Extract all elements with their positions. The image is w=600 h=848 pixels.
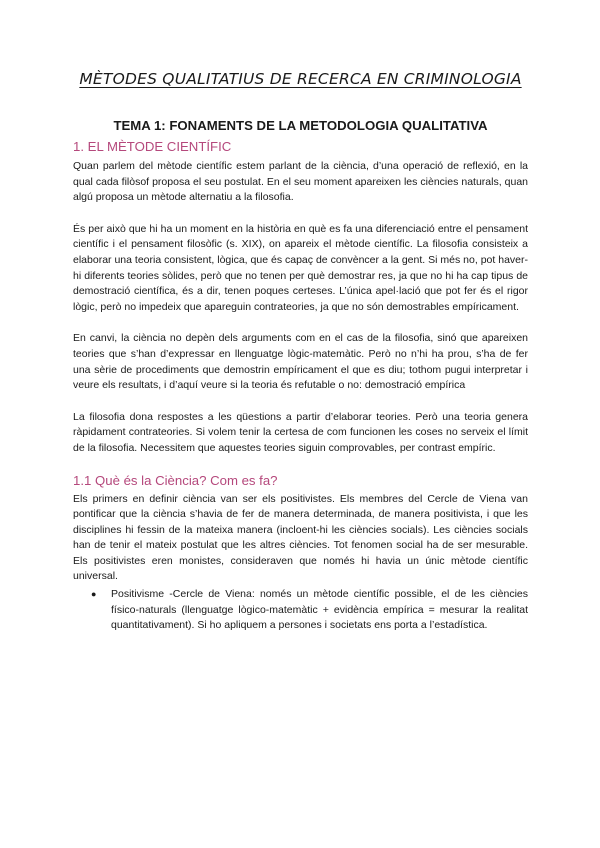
bullet-icon: ● [91, 589, 97, 600]
paragraph: És per això que hi ha un moment en la història en què es fa una diferenciació entre el pensament científic i el pensament filosòfic (s. XIX), on apareix el mètode científic. La filosofia consisteix a elaborar una teoria consistent, lògica, que és capaç de convèncer a la gent. Si més no, pot haver-hi diferents teories sòlides, però que no tenen per què demostrar res, ja que no hi ha cap tipus de demostració científica, és a dir, tenen poques certeses. L’única apel·lació que pot fer és el rigor lògic, però no impedeix que apareguin contrateories, ja que no són demostrables empíricament. [73, 222, 528, 313]
paragraph: En canvi, la ciència no depèn dels arguments com en el cas de la filosofia, sinó que apareixen teories que s’han d’expressar en llenguatge lògic-matemàtic. Però no n’hi ha prou, s’ha de fer una sèrie de procediments que demostrin empíricament el que es diu; tothom pugui interpretar i veure els resultats, i d’aquí veure si la teoria és refutable o no: demostració empírica [73, 332, 528, 392]
bullet-list [73, 587, 528, 634]
tema-heading: TEMA 1: FONAMENTS DE LA METODOLOGIA QUALITATIVA [113, 118, 488, 133]
list-item [91, 587, 528, 634]
paragraph: La filosofia dona respostes a les qüestions a partir d’elaborar teories. Però una teoria genera ràpidament contrateories. Si volem tenir la certesa de com funcionen les coses no serveix el límit de la filosofia. Necessitem que aquestes teories siguin comprovables, per contrast empíric. [73, 410, 528, 454]
paragraph: Els primers en definir ciència van ser els positivistes. Els membres del Cercle de Viena van pontificar que la ciència s’havia de fer de manera determinada, de manera positivista, i que les disciplines hi fessin de la mateixa manera (incloent-hi les ciències socials). Les ciències socials han de tenir el mateix postulat que les altres ciències. Tot fenomen social ha de ser mesurable. Els positivistes eren monistes, consideraven que només hi havia un únic mètode científic universal. [73, 492, 528, 583]
section-heading-metode-cientific: 1. EL MÈTODE CIENTÍFIC [73, 139, 232, 154]
list-item-text: Positivisme -Cercle de Viena: només un mètode científic possible, el de les ciències físico-naturals (llenguatge lògico-matemàtic + evidència empírica = mesurar la realitat quantitativament). Si ho apliquem a persones i societats ens porta a l’estadística. [111, 588, 528, 632]
subsection-heading-que-es-ciencia: 1.1 Què és la Ciència? Com es fa? [73, 472, 278, 488]
paragraph: Quan parlem del mètode científic estem parlant de la ciència, d’una operació de reflexió, en la qual cada filòsof proposa el seu postulat. En el seu moment apareixen les ciències naturals, quan algú proposa un mètode alternatiu a la filosofia. [73, 160, 528, 204]
document-title: MÈTODES QUALITATIUS DE RECERCA EN CRIMINOLOGIA [79, 70, 522, 88]
